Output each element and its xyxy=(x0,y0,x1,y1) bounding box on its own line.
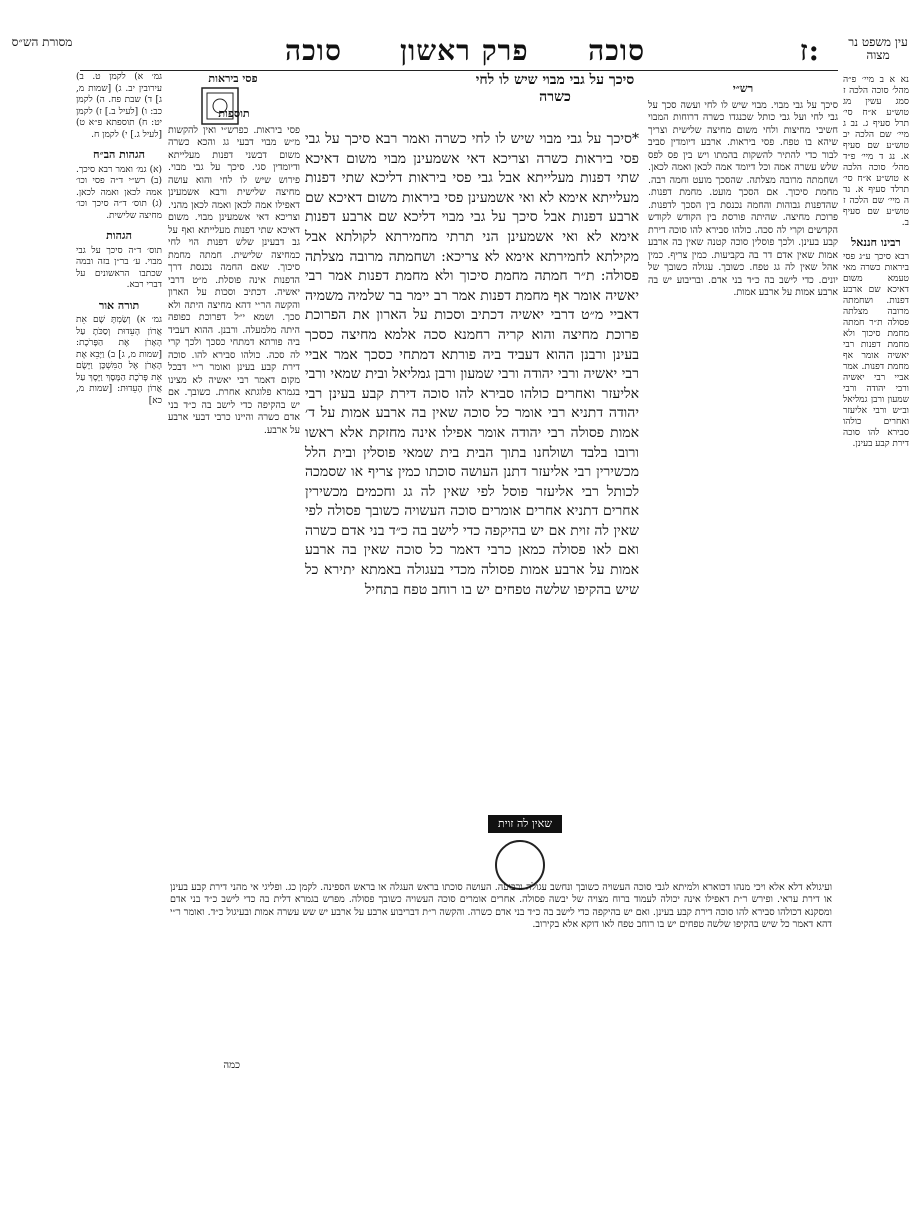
perek-title: פרק ראשון xyxy=(400,34,529,67)
tosafot-text: פסי ביראות. כפרש״י ואין להקשות מ״ש מבוי דבעי גג והכא כשרה משום דבשני דפנות מעלייתא ודיומדין סגי. סיכך על גבי מבוי. פירוש שיש לו לחי והוא עושה מחיצה שלישית ורבא אשמעינן דאפילו אמה לכאן ואמה לכאן מהני. וצריכא דאי אשמעינן מבוי. משום דאיכא שתי דפנות מעלייתא ואף על גב דבעינן שלש דפנות הוי לחי כמחיצה שלישית. חמתה מחמת סיכוך. שאם החמה נכנסת דרך הדפנות אינה פוסלת. מ״ט דרבי יאשיה. דכתיב וסכות על הארון והקשה הר״י דהא מחיצה היתה ולא סכך. ושמא י״ל דפרוכת כפופה היתה מלמעלה. ורבנן. ההוא דעביד ביה פורתא דמתחי כסכך ולכך קרי לה סכה. כולהו סבירא להו. סוכה דירת קבע בעינן ואומר ר״י דבכל מקום דאמר רבי יאשיה לא מצינו בגמרא פלוגתא אחרת. כשובך. אם יש בהקיפה כדי לישב בה כ״ד בני אדם כשרה והיינו כרבי דבעי ארבע על ארבע. xyxy=(168,124,300,436)
torah-or-title: תורה אור xyxy=(98,298,140,312)
bottom-commentary xyxy=(170,882,832,1052)
ein-mishpat-label: עין משפט נר מצוה xyxy=(848,35,908,62)
daf-number: ז: xyxy=(799,34,820,67)
gemara-lead: סיכך על גבי מבוי שיש לו לחי כשרה xyxy=(475,72,635,105)
hagahot-title: הגהות xyxy=(106,229,132,242)
masechet-title-left: סוכה xyxy=(285,34,342,67)
bottom-text: ועיגולא דלא אלא ויכי מנהו דכוארא ולמיתא לגבי סוכה העשויה כשובך ונחשב עגולה ורבועה. העושה סוכתו בראש העגלה או בראש הספינה. לקמן כג. ופליגי אי מהני דירת קבע בעינן או דירת עראי. ופירש ר״ת דאפילו אינה יכולה לעמוד ברוח מצויה של יבשה פסולה. אחרים אומרים סוכה העשויה כשובך פסולה. מפרש בגמרא דלית בה כדי לישב כ״ד בני אדם ומסקנא דכולהו סבירא להו סוכה דירת קבע בעינן. ואם יש בהיקפה כדי לישב בה כ״ד בני אדם כשרה. והקשה ר״ת דבריבוע ארבע על ארבע יש שש עשרה אמות ובעיגול כ״ד. ואומר ר״י דהא דאמר כל שיש בהקיפו שלשה טפחים יש בו רוחב טפח לאו דוקא אלא בקירוב. xyxy=(170,882,832,931)
header-divider xyxy=(80,70,838,71)
rabbeinu-chananel-title: רבינו חננאל xyxy=(851,236,901,249)
masoret-text: גמ׳ א) לקמן ט. ב) עירובין יב. ג) [שמות מ, ג] ד) שבת פח. ה) לקמן כב: ו) [לעיל ב.] ז) לקמן יט: ח) תוספתא פ״א ט) [לעיל ג.] י) לקמן ח. xyxy=(76,72,162,140)
rashi-column xyxy=(648,75,838,875)
rashi-text: סיכך על גבי מבוי. מבוי שיש לו לחי ועשה סכך על גבי לחי ועל גבי כותל שכנגדו כשרה דרוחות המבוי חשיבי מחיצות ולחי משום מחיצה שלישית וצריך שיהא בו טפח. פסי ביראות. ארבע דיומדין סביב לבור כדי להתיר להשקות בהמתו ויש בין פס לפס שלש עשרה אמה וכל דיומד אמה לכאן ואמה לכאן. ושחמתה מרובה מצלתה. שהסכך מועט וחמה רבה. מחמת סיכוך. אם הסכך מועט. מחמת דפנות. שהדפנות גבוהות והחמה נכנסת בין הסכך לדפנות. פרוכת מחיצה. שהיתה פורסת בין הקודש לקודש הקדשים וקרי לה סכה. כולהו סבירא להו סוכה דירת קבע בעינן. ולכך פוסלין סוכה קטנה שאין בה ארבע אמות שאין אדם דר בה בקביעות. כמין צריף. כמין אהל שאין לה גג טפח. כשובך. עגולה כשובך של יונים. כדי לישב בה כ״ד בני אדם. ובריבוע יש בה ארבע אמות על ארבע אמות. xyxy=(648,99,838,298)
gemara-column xyxy=(305,130,639,882)
tosafot-lead: פסי ביראות xyxy=(208,72,258,85)
ein-mishpat-text: נא א ב מיי׳ פ״ה מהל׳ סוכה הלכה ז סמג עשין מג טוש״ע א״ח סי׳ תרל סעיף ג. נב ג מיי׳ שם הלכה יב טוש״ע שם סעיף א. נג ד מיי׳ פ״ד מהל׳ סוכה הלכה א טוש״ע א״ח סי׳ תרלד סעיף א. נד ה מיי׳ שם הלכה ז טוש״ע שם סעיף ב. xyxy=(843,75,909,228)
torah-or-text: גמ׳ א) וְשַׂמְתָּ שָׁם אֵת אֲרוֹן הָעֵדוּת וְסַכֹּתָ עַל הָאָרֹן אֶת הַפָּרֹכֶת: [שמות מ, ג] ב) וַיָּבֵא אֶת הָאָרֹן אֶל הַמִּשְׁכָּן וַיָּשֶׂם אֵת פָּרֹכֶת הַמָּסָךְ וַיָּסֶךְ עַל אֲרוֹן הָעֵדוּת: [שמות מ, כא] xyxy=(76,315,162,406)
page-header xyxy=(11,34,908,70)
hagahot-habach-text: (א) גמ׳ ואמר רבא סיכך. (ב) רש״י ד״ה פסי וכו׳ אמה לכאן ואמה לכאן. (ג) תוס׳ ד״ה סיכך וכו׳ מחיצה שלישית. xyxy=(76,164,162,221)
hagahot-text: תוס׳ ד״ה סיכך על גבי מבוי. ע׳ בר״ן בזה ובמה שכתבו הראשונים על דברי רבא. xyxy=(76,245,162,290)
masoret-column xyxy=(76,72,162,692)
gemara-highlight: שאין לה זוית xyxy=(488,815,562,833)
masoret-label: מסורת הש״ס xyxy=(11,35,73,49)
masechet-title-right: סוכה xyxy=(588,34,645,67)
tosafot-title: תוספות xyxy=(218,107,250,120)
tosafot-column xyxy=(168,100,300,880)
hagahot-habach-title: הגהות הב״ח xyxy=(93,148,145,161)
rabbeinu-chananel-text: רבא סיכך ע״ג פסי ביראות כשרה מאי טעמא משום דאיכא שם ארבע דפנות. ושחמתה מרובה מצלתה פסולה ת״ר חמתה מחמת סיכוך ולא מחמת דפנות רבי יאשיה אומר אף מחמת דפנות. אמר אביי רבי יאשיה ורבי יהודה ורבי שמעון ורבן גמליאל וב״ש ורבי אליעזר ואחרים כולהו סבירא להו סוכה דירת קבע בעינן. xyxy=(843,252,909,449)
ein-mishpat-column xyxy=(843,75,909,449)
continuation-word: כמה xyxy=(223,1060,240,1071)
rashi-title: רש״י xyxy=(732,82,754,95)
gemara-text: *סיכך על גבי מבוי שיש לו לחי כשרה ואמר רבא סיכך על גבי פסי ביראות כשרה וצריכא דאי אשמעינן מבוי משום דאיכא שתי דפנות מעלייתא אבל גבי פסי ביראות דליכא שתי דפנות מעלייתא אימא לא ואי אשמעינן פסי ביראות משום דאיכא שם ארבע דפנות אבל סיכך על גבי מבוי דליכא שם ארבע דפנות אימא לא ואי אשמעינן הני תרתי מחמירתא לקולתא אבל מקילתא לחמירתא אימא לא צריכא: ושחמתה מרובה מצלתה פסולה: ת״ר חמתה מחמת סיכוך ולא מחמת דפנות אמר רבי יאשיה אומר אף מחמת דפנות אמר רב יימר בר שלמיה משמיה דאביי מ״ט דרבי יאשיה דכתיב וסכות על הארון את הפרוכת פרוכת מחיצה והוא קריה רחמנא סכה אלמא מחיצה כסכך בעינן ורבנן ההוא דעביד ביה פורתא דמתחי כסכך אמר אביי רבי יאשיה ורבי יהודה ורבי שמעון ורבן גמליאל ובית שמאי ורבי אליעזר ואחרים כולהו סבירא להו סוכה דירת קבע בעינן רבי יהודה דתניא רבי אומר כל סוכה שאין בה ארבע אמות על ד׳ אמות פסולה רבי יהודה אומר אפילו אינה מחזקת אלא ראשו ורובו בלבד ושולחנו בתוך הבית בית שמאי פוסלין ובית הלל מכשירין רבי אליעזר דתנן העושה סוכתו כמין צריף או שסמכה לכותל רבי אליעזר פוסל לפי שאין לה גג וחכמים מכשירין אחרים דתניא אחרים אומרים סוכה העשויה כשובך פסולה לפי שאין לה זוית אם יש בהיקפה כדי לישב בה כ״ד בני אדם כשרה ואם לאו פסולה כמאן כרבי דאמר כל סוכה שאין בה ארבע אמות על ארבע אמות פסולה מכדי בעגולה באמתא יתירא כל שיש בהקיפו שלשה טפחים יש בו רוחב טפח בתחיל xyxy=(305,131,639,598)
